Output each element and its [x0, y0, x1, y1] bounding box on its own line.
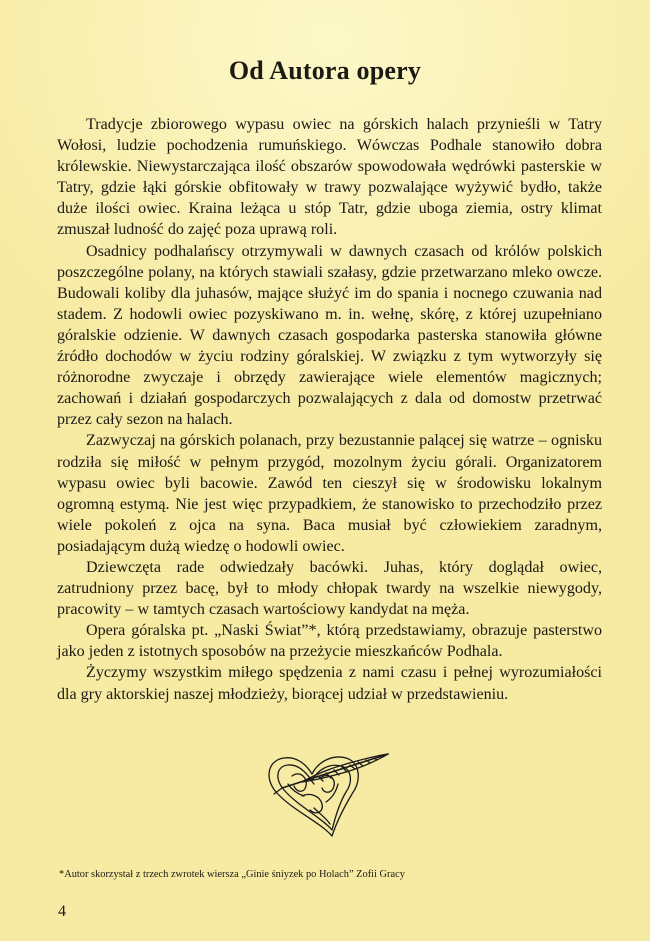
paragraph: Zazwyczaj na górskich polanach, przy bezustannie palącej się watrze – ognisku rodziła się miłość w pełnym przygód, mozolnym życiu górali. Organizatorem wypasu owiec byli bacowie. Zawód ten cieszył się w środowisku lokalnym ogromną estymą. Nie jest więc przypadkiem, że stanowisko to przechodziło przez wiele pokoleń z ojca na syna. Baca musiał być człowiekiem zaradnym, posiadającym dużą wiedzę o hodowli owiec. — [57, 432, 602, 555]
body-text — [57, 114, 602, 705]
page-title: Od Autora opery — [228, 56, 422, 85]
heart-with-feather-icon — [262, 748, 398, 842]
paragraph: Życzymy wszystkim miłego spędzenia z nami czasu i pełnej wyrozumiałości dla gry aktorskiej naszej młodzieży, biorącej udział w przedstawieniu. — [57, 664, 602, 703]
paragraph: Opera góralska pt. „Naski Świat”*, którą przedstawiamy, obrazuje pasterstwo jako jeden z istotnych sposobów na przeżycie mieszkańców Podhala. — [57, 622, 602, 661]
paragraph: Dziewczęta rade odwiedzały bacówki. Juhas, który doglądał owiec, zatrudniony przez bacę, był to młody chłopak twardy na wszelkie niewygody, pracowity – w tamtych czasach wartościowy kandydat na męża. — [57, 558, 602, 619]
paragraph: Tradycje zbiorowego wypasu owiec na górskich halach przynieśli w Tatry Wołosi, ludzie pochodzenia rumuńskiego. Wówczas Podhale stanowiło dobra królewskie. Niewystarczająca ilość obszarów spowodowała wędrówki pasterskie w Tatry, gdzie łąki górskie obfitowały w trawy pozwalające wyżywić bydło, także duże ilości owiec. Kraina leżąca u stóp Tatr, gdzie uboga ziemia, ostry klimat zmuszał ludność do zajęć poza uprawą roli. — [57, 116, 602, 239]
paragraph: Osadnicy podhalańscy otrzymywali w dawnych czasach od królów polskich poszczególne polany, na których stawiali szałasy, gdzie przetwarzano mleko owcze. Budowali koliby dla juhasów, mające służyć im do spania i nocnego czuwania nad stadem. Z hodowli owiec pozyskiwano m. in. wełnę, skórę, z której uzupełniano góralskie odzienie. W dawnych czasach gospodarka pasterska stanowiła główne źródło dochodów w życiu rodziny góralskiej. W związku z tym wytworzyły się różnorodne zwyczaje i obrzędy zawierające wiele elementów magicznych; zachowań i działań gospodarczych pozwalających z dala od domostw przetrwać przez cały sezon na halach. — [57, 242, 602, 429]
footnote: *Autor skorzystał z trzech zwrotek wiersza „Ginie śniyzek po Holach” Zofii Gracy — [59, 869, 405, 880]
page-number: 4 — [58, 903, 66, 920]
